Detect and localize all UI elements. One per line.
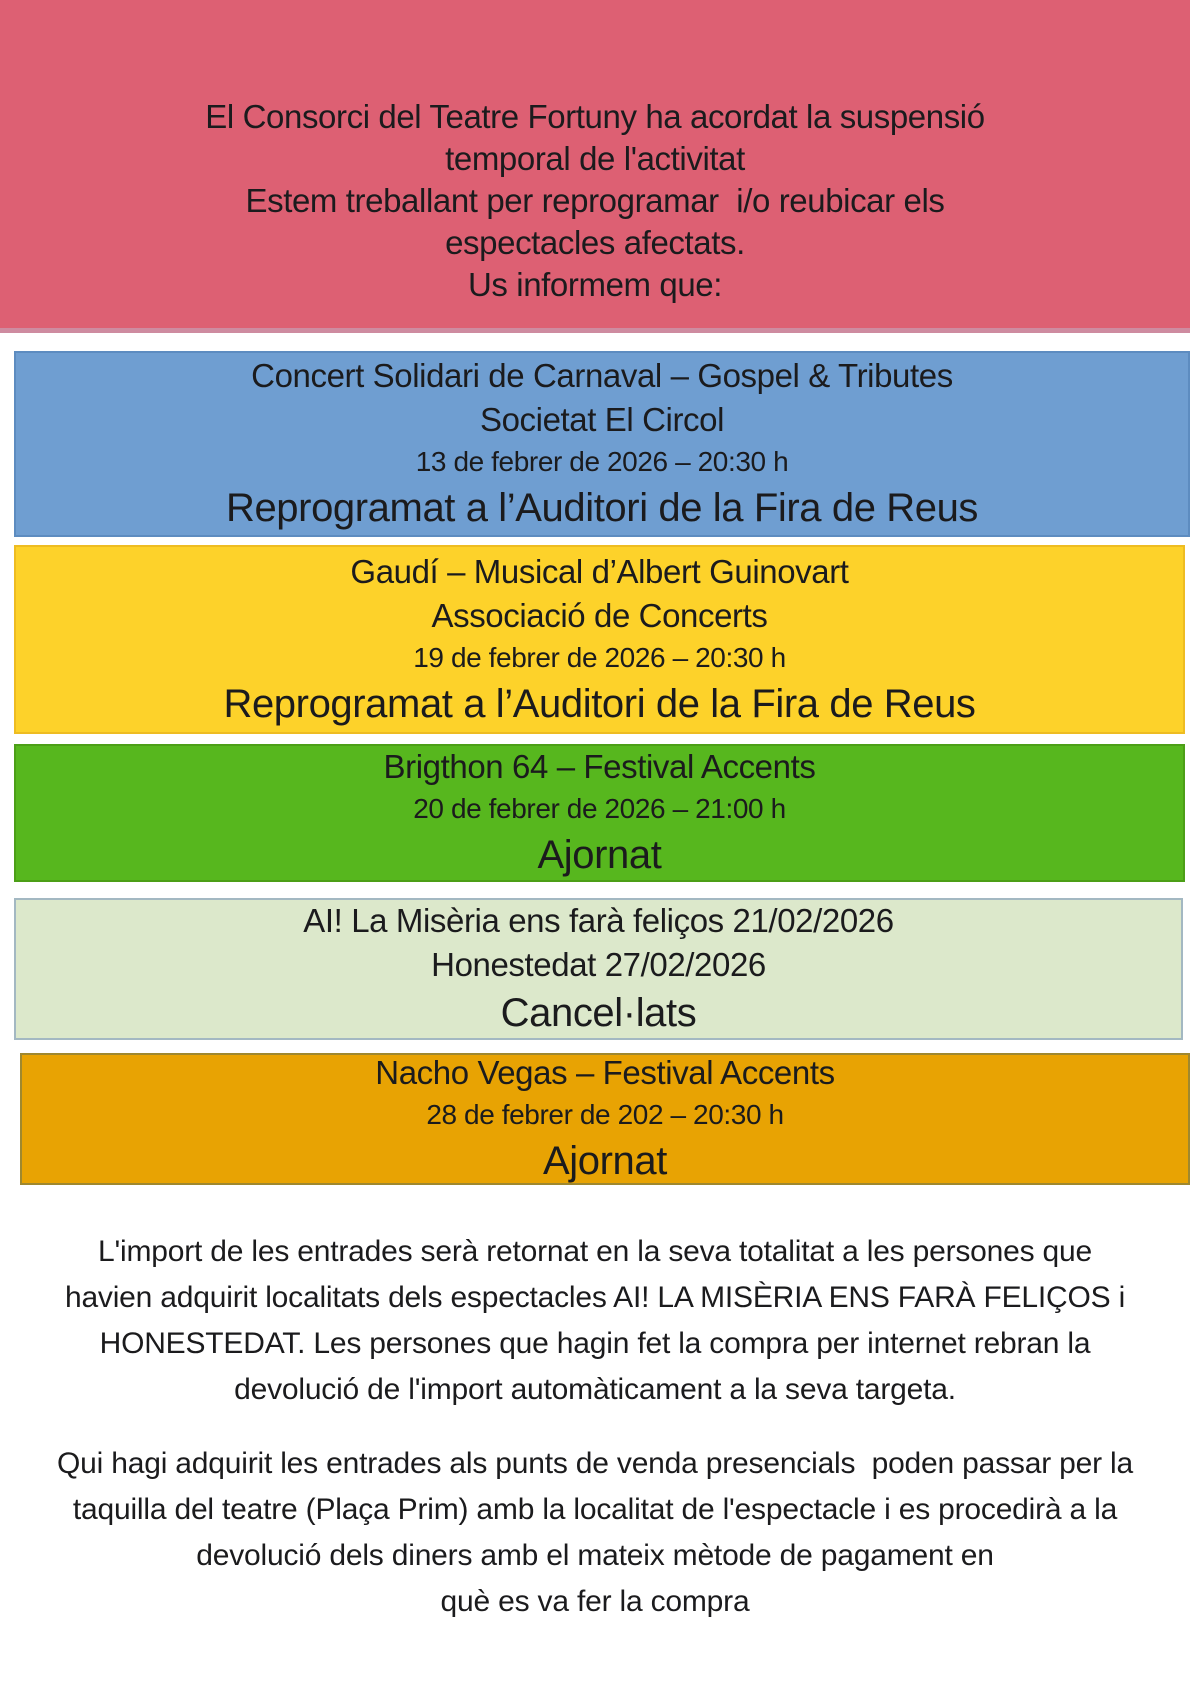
event-card-concert-solidari [14, 351, 1190, 537]
event-card-brigthon-64 [14, 744, 1185, 882]
event-date: 28 de febrer de 202 – 20:30 h [426, 1099, 784, 1130]
event-card-nacho-vegas [20, 1053, 1190, 1185]
event-entity: Societat El Circol [479, 401, 725, 438]
event-date: 19 de febrer de 2026 – 20:30 h [413, 641, 786, 673]
event-title: Concert Solidari de Carnaval – Gospel & Tributes [251, 357, 953, 394]
event-card-gaudi-musical [14, 545, 1185, 734]
refund-line: L'import de les entrades serà retornat en la seva totalitat a les persones que [97, 1235, 1093, 1268]
event-status: Ajornat [537, 833, 662, 877]
box-office-paragraph [0, 1441, 1190, 1625]
header-line: Estem treballant per reprogramar i/o reubicar els [245, 182, 945, 219]
header-line: Us informem que: [467, 266, 723, 303]
header-line: temporal de l'activitat [445, 140, 745, 177]
event-title: Gaudí – Musical d’Albert Guinovart [350, 552, 849, 590]
refund-line: devolució de l'import automàticament a la seva targeta. [234, 1373, 956, 1406]
event-date: 20 de febrer de 2026 – 21:00 h [413, 793, 786, 824]
event-status: Cancel·lats [500, 991, 697, 1035]
suspension-header-banner [0, 0, 1190, 333]
box-office-line: taquilla del teatre (Plaça Prim) amb la localitat de l'espectacle i es procedirà a la [72, 1493, 1118, 1526]
refund-line: havien adquirit localitats dels espectacles AI! LA MISÈRIA ENS FARÀ FELIÇOS i [64, 1281, 1126, 1314]
box-office-line: Qui hagi adquirit les entrades als punts de venda presencials poden passar per la [57, 1447, 1133, 1480]
refund-line: HONESTEDAT. Les persones que hagin fet la compra per internet rebran la [99, 1327, 1091, 1360]
box-office-line: devolució dels diners amb el mateix mètode de pagament en [196, 1539, 994, 1572]
event-entity: Associació de Concerts [431, 596, 768, 634]
event-show2: Honestedat 27/02/2026 [431, 946, 766, 983]
event-card-cancelled-shows [14, 898, 1183, 1040]
header-line: El Consorci del Teatre Fortuny ha acordat la suspensió [205, 98, 985, 135]
event-status: Reprogramat a l’Auditori de la Fira de Reus [225, 486, 979, 530]
header-line: espectacles afectats. [445, 224, 745, 261]
refund-paragraph [0, 1229, 1190, 1413]
event-status: Reprogramat a l’Auditori de la Fira de Reus [223, 681, 976, 726]
event-title: Nacho Vegas – Festival Accents [375, 1054, 835, 1091]
event-title: Brigthon 64 – Festival Accents [383, 748, 816, 785]
event-status: Ajornat [543, 1139, 667, 1183]
event-show1: AI! La Misèria ens farà feliços 21/02/2026 [303, 902, 894, 939]
footer-info [0, 1229, 1190, 1625]
box-office-line: què es va fer la compra [440, 1585, 750, 1618]
event-date: 13 de febrer de 2026 – 20:30 h [415, 446, 789, 477]
